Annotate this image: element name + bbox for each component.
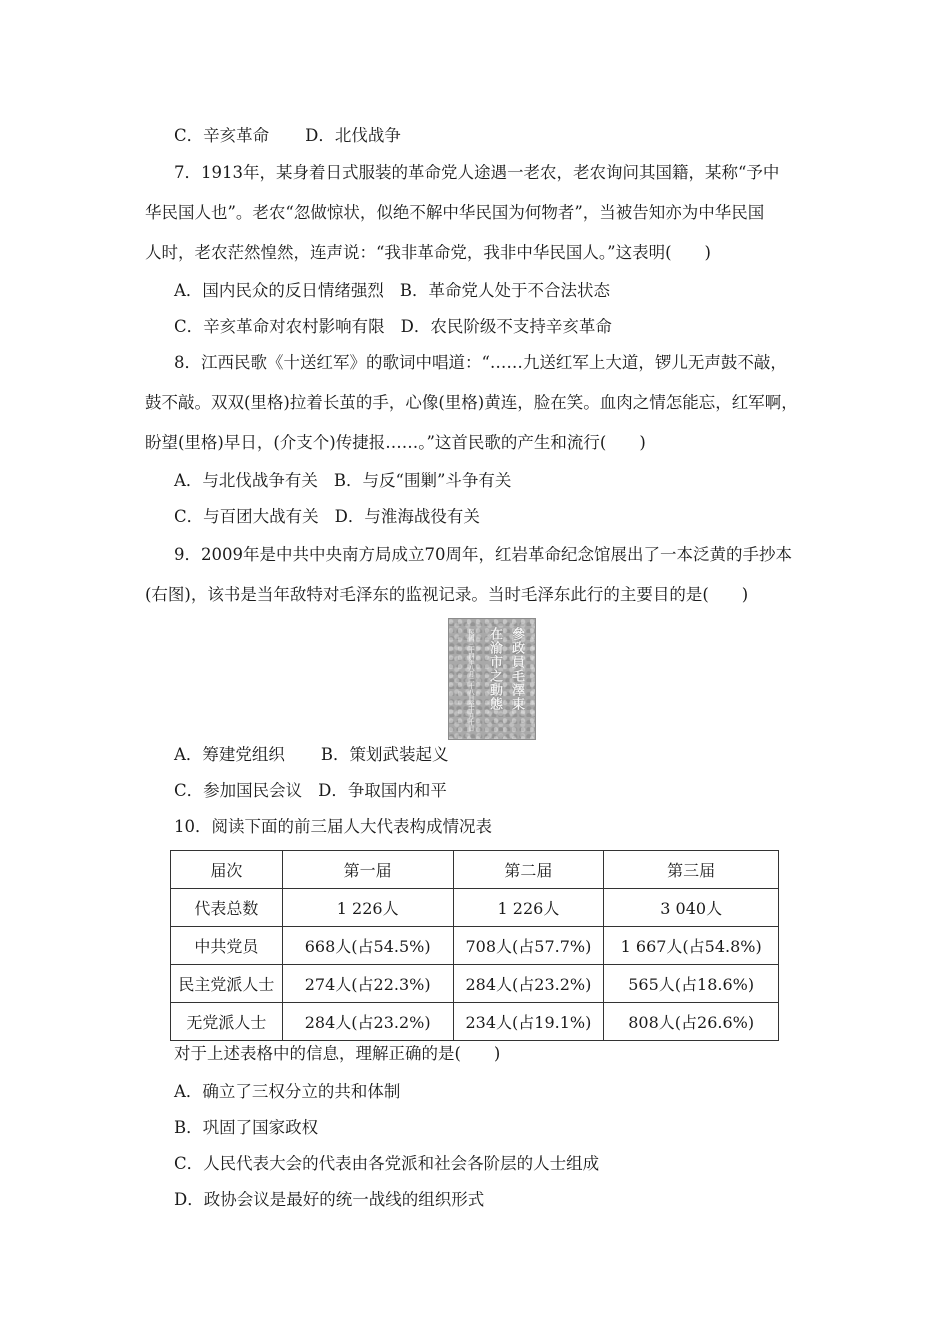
table-header-cell: 届次 [171, 851, 283, 889]
table-cell: 808人(占26.6%) [604, 1003, 779, 1041]
q6-option-c: C．辛亥革命 [174, 126, 270, 145]
q9-options-cd [174, 780, 447, 802]
table-cell: 274人(占22.3%) [282, 965, 453, 1003]
q10-question: 对于上述表格中的信息，理解正确的是( ) [174, 1044, 501, 1063]
q10-option-c: C．人民代表大会的代表由各党派和社会各阶层的人士组成 [174, 1154, 600, 1173]
table-cell: 3 040人 [604, 889, 779, 927]
table-cell: 284人(占23.2%) [453, 965, 604, 1003]
table-cell: 1 667人(占54.8%) [604, 927, 779, 965]
q8-option-b: B．与反“围剿”斗争有关 [333, 471, 512, 490]
q7-option-b: B．革命党人处于不合法状态 [399, 281, 611, 300]
manuscript-title-col1: 參政員毛澤東 [509, 627, 524, 711]
table-cell: 1 226人 [453, 889, 604, 927]
q10-option-d: D．政协会议是最好的统一战线的组织形式 [174, 1190, 485, 1209]
q8-options-ab [174, 470, 511, 492]
q9-option-a: A．筹建党组织 [174, 745, 285, 764]
q7-option-c: C．辛亥革命对农村影响有限 [174, 317, 385, 336]
manuscript-photo [448, 618, 536, 740]
q6-options-cd [174, 125, 401, 147]
table-row [171, 965, 779, 1003]
table-cell: 民主党派人士 [171, 965, 283, 1003]
q9-option-c: C．参加国民会议 [174, 781, 303, 800]
manuscript-title-col2: 在渝市之動態 [487, 627, 502, 711]
q7-stem-line1: 7．1913年，某身着日式服装的革命党人途遇一老农，老农询问其国籍，某称“予中 [174, 163, 780, 182]
q7-options-cd [174, 316, 612, 338]
q8-option-c: C．与百团大战有关 [174, 507, 319, 526]
q9-stem-line1: 9．2009年是中共中央南方局成立70周年，红岩革命纪念馆展出了一本泛黄的手抄本 [174, 545, 792, 564]
table-header-cell: 第一届 [282, 851, 453, 889]
q8-option-d: D．与淮海战役有关 [334, 507, 480, 526]
table-header-cell: 第三届 [604, 851, 779, 889]
table-cell: 代表总数 [171, 889, 283, 927]
table-row [171, 927, 779, 965]
table-cell: 565人(占18.6%) [604, 965, 779, 1003]
table-cell: 668人(占54.5%) [282, 927, 453, 965]
table-cell: 无党派人士 [171, 1003, 283, 1041]
table-row [171, 889, 779, 927]
q10-option-b: B．巩固了国家政权 [174, 1118, 319, 1137]
q8-stem-line2: 鼓不敲。双双(里格)拉着长茧的手，心像(里格)黄连，脸在笑。血肉之情怎能忘，红军啊， [145, 393, 798, 412]
table-cell: 1 226人 [282, 889, 453, 927]
q9-option-b: B．策划武装起义 [320, 745, 449, 764]
q7-stem-line3: 人时，老农茫然惶然，连声说：“我非革命党，我非中华民国人。”这表明( ) [145, 243, 711, 262]
q8-option-a: A．与北伐战争有关 [174, 471, 318, 490]
representatives-table [170, 850, 779, 1041]
q8-stem-line1: 8．江西民歌《十送红军》的歌词中唱道：“……九送红军上大道，锣儿无声鼓不敲， [174, 353, 787, 372]
q8-options-cd [174, 506, 480, 528]
q6-option-d: D．北伐战争 [305, 126, 401, 145]
table-cell: 284人(占23.2%) [282, 1003, 453, 1041]
q9-option-d: D．争取国内和平 [318, 781, 447, 800]
q7-option-a: A．国内民众的反日情绪强烈 [174, 281, 384, 300]
q9-stem-line2: (右图)，该书是当年敌特对毛泽东的监视记录。当时毛泽东此行的主要目的是( ) [145, 585, 749, 604]
q7-stem-line2: 华民国人也”。老农“忽做惊状，似绝不解中华民国为何物者”，当被告知亦为中华民国 [145, 203, 765, 222]
manuscript-date-col: 民國三十四年八月二十八日至十月十日 [467, 629, 474, 731]
table-header-row [171, 851, 779, 889]
table-header-cell: 第二届 [453, 851, 604, 889]
q9-options-ab [174, 744, 449, 766]
q8-stem-line3: 盼望(里格)早日，(介支个)传捷报……。”这首民歌的产生和流行( ) [145, 433, 646, 452]
table-row [171, 1003, 779, 1041]
table-cell: 中共党员 [171, 927, 283, 965]
q7-options-ab [174, 280, 610, 302]
q7-option-d: D．农民阶级不支持辛亥革命 [400, 317, 612, 336]
q10-option-a: A．确立了三权分立的共和体制 [174, 1082, 401, 1101]
q10-intro: 10．阅读下面的前三届人大代表构成情况表 [174, 817, 492, 836]
table-cell: 708人(占57.7%) [453, 927, 604, 965]
table-cell: 234人(占19.1%) [453, 1003, 604, 1041]
